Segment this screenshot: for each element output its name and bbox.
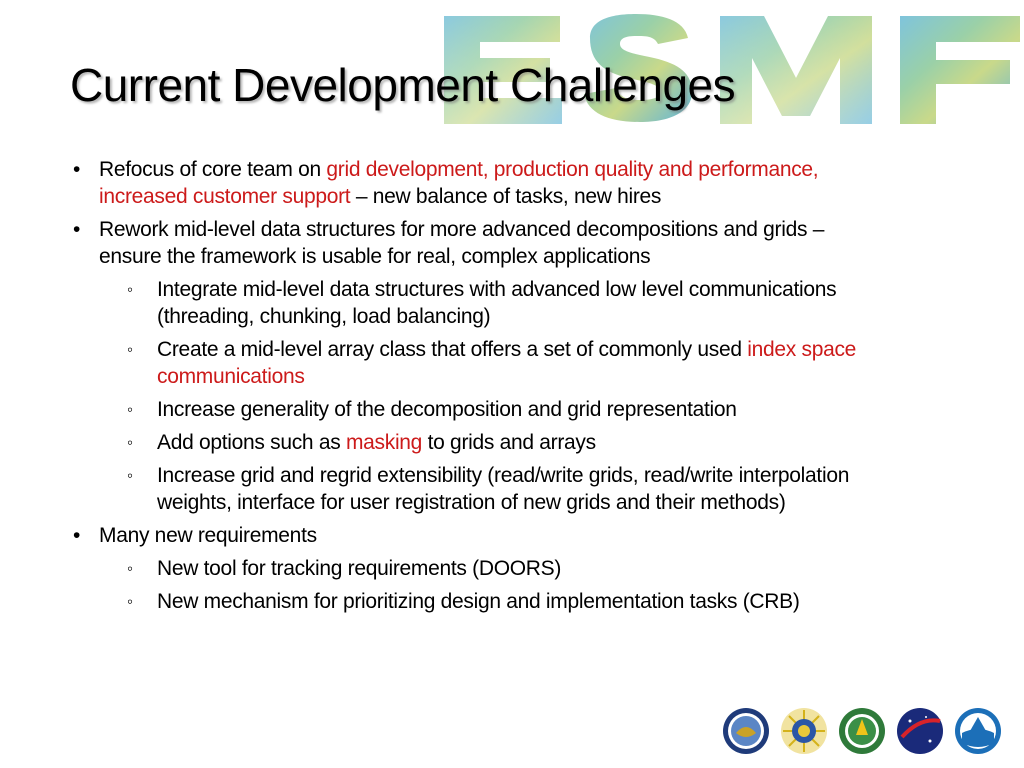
slide-title: Current Development Challenges xyxy=(70,59,736,111)
noaa-seal-icon xyxy=(954,707,1002,755)
dod-seal-icon xyxy=(722,707,770,755)
doe-seal-icon xyxy=(838,707,886,755)
bullet-list-container xyxy=(70,156,870,621)
bullet-text: Refocus of core team on xyxy=(99,158,327,181)
nasa-seal-icon xyxy=(896,707,944,755)
bullet-item xyxy=(70,216,870,516)
bullet-text: Create a mid-level array class that offers a set of commonly used xyxy=(157,338,748,361)
sub-bullet-item xyxy=(70,588,870,615)
sub-bullet-item xyxy=(70,429,870,456)
sub-bullet-list xyxy=(70,276,870,516)
bullet-text: Integrate mid-level data structures with advanced low level communications (threading, chunking, load balancing) xyxy=(157,278,837,328)
bullet-text: Add options such as xyxy=(157,431,346,454)
sub-bullet-item xyxy=(70,336,870,390)
sub-bullet-item xyxy=(70,276,870,330)
bullet-text: Increase grid and regrid extensibility (read/write grids, read/write interpolation weights, interface for user registration of new grids and their methods) xyxy=(157,464,850,514)
bullet-list xyxy=(70,156,870,615)
highlight-text: grid development, production quality and performance, increased customer support xyxy=(99,158,819,208)
bullet-text: Many new requirements xyxy=(99,524,317,547)
sub-bullet-item xyxy=(70,555,870,582)
bullet-text: New tool for tracking requirements (DOORS) xyxy=(157,557,562,580)
bullet-text: Increase generality of the decomposition and grid representation xyxy=(157,398,737,421)
sponsor-seals xyxy=(722,706,1002,756)
sub-bullet-item xyxy=(70,462,870,516)
bullet-text: – new balance of tasks, new hires xyxy=(350,185,662,208)
bullet-item xyxy=(70,156,870,210)
sub-bullet-list xyxy=(70,555,870,615)
bullet-item xyxy=(70,522,870,615)
bullet-text: to grids and arrays xyxy=(422,431,596,454)
highlight-text: masking xyxy=(345,431,423,454)
sub-bullet-item xyxy=(70,396,870,423)
nsf-seal-icon xyxy=(780,707,828,755)
bullet-text: New mechanism for prioritizing design and implementation tasks (CRB) xyxy=(157,590,800,613)
highlight-text: index space communications xyxy=(157,338,857,388)
bullet-text: Rework mid-level data structures for more advanced decompositions and grids – ensure the framework is usable for real, complex applications xyxy=(99,218,825,268)
